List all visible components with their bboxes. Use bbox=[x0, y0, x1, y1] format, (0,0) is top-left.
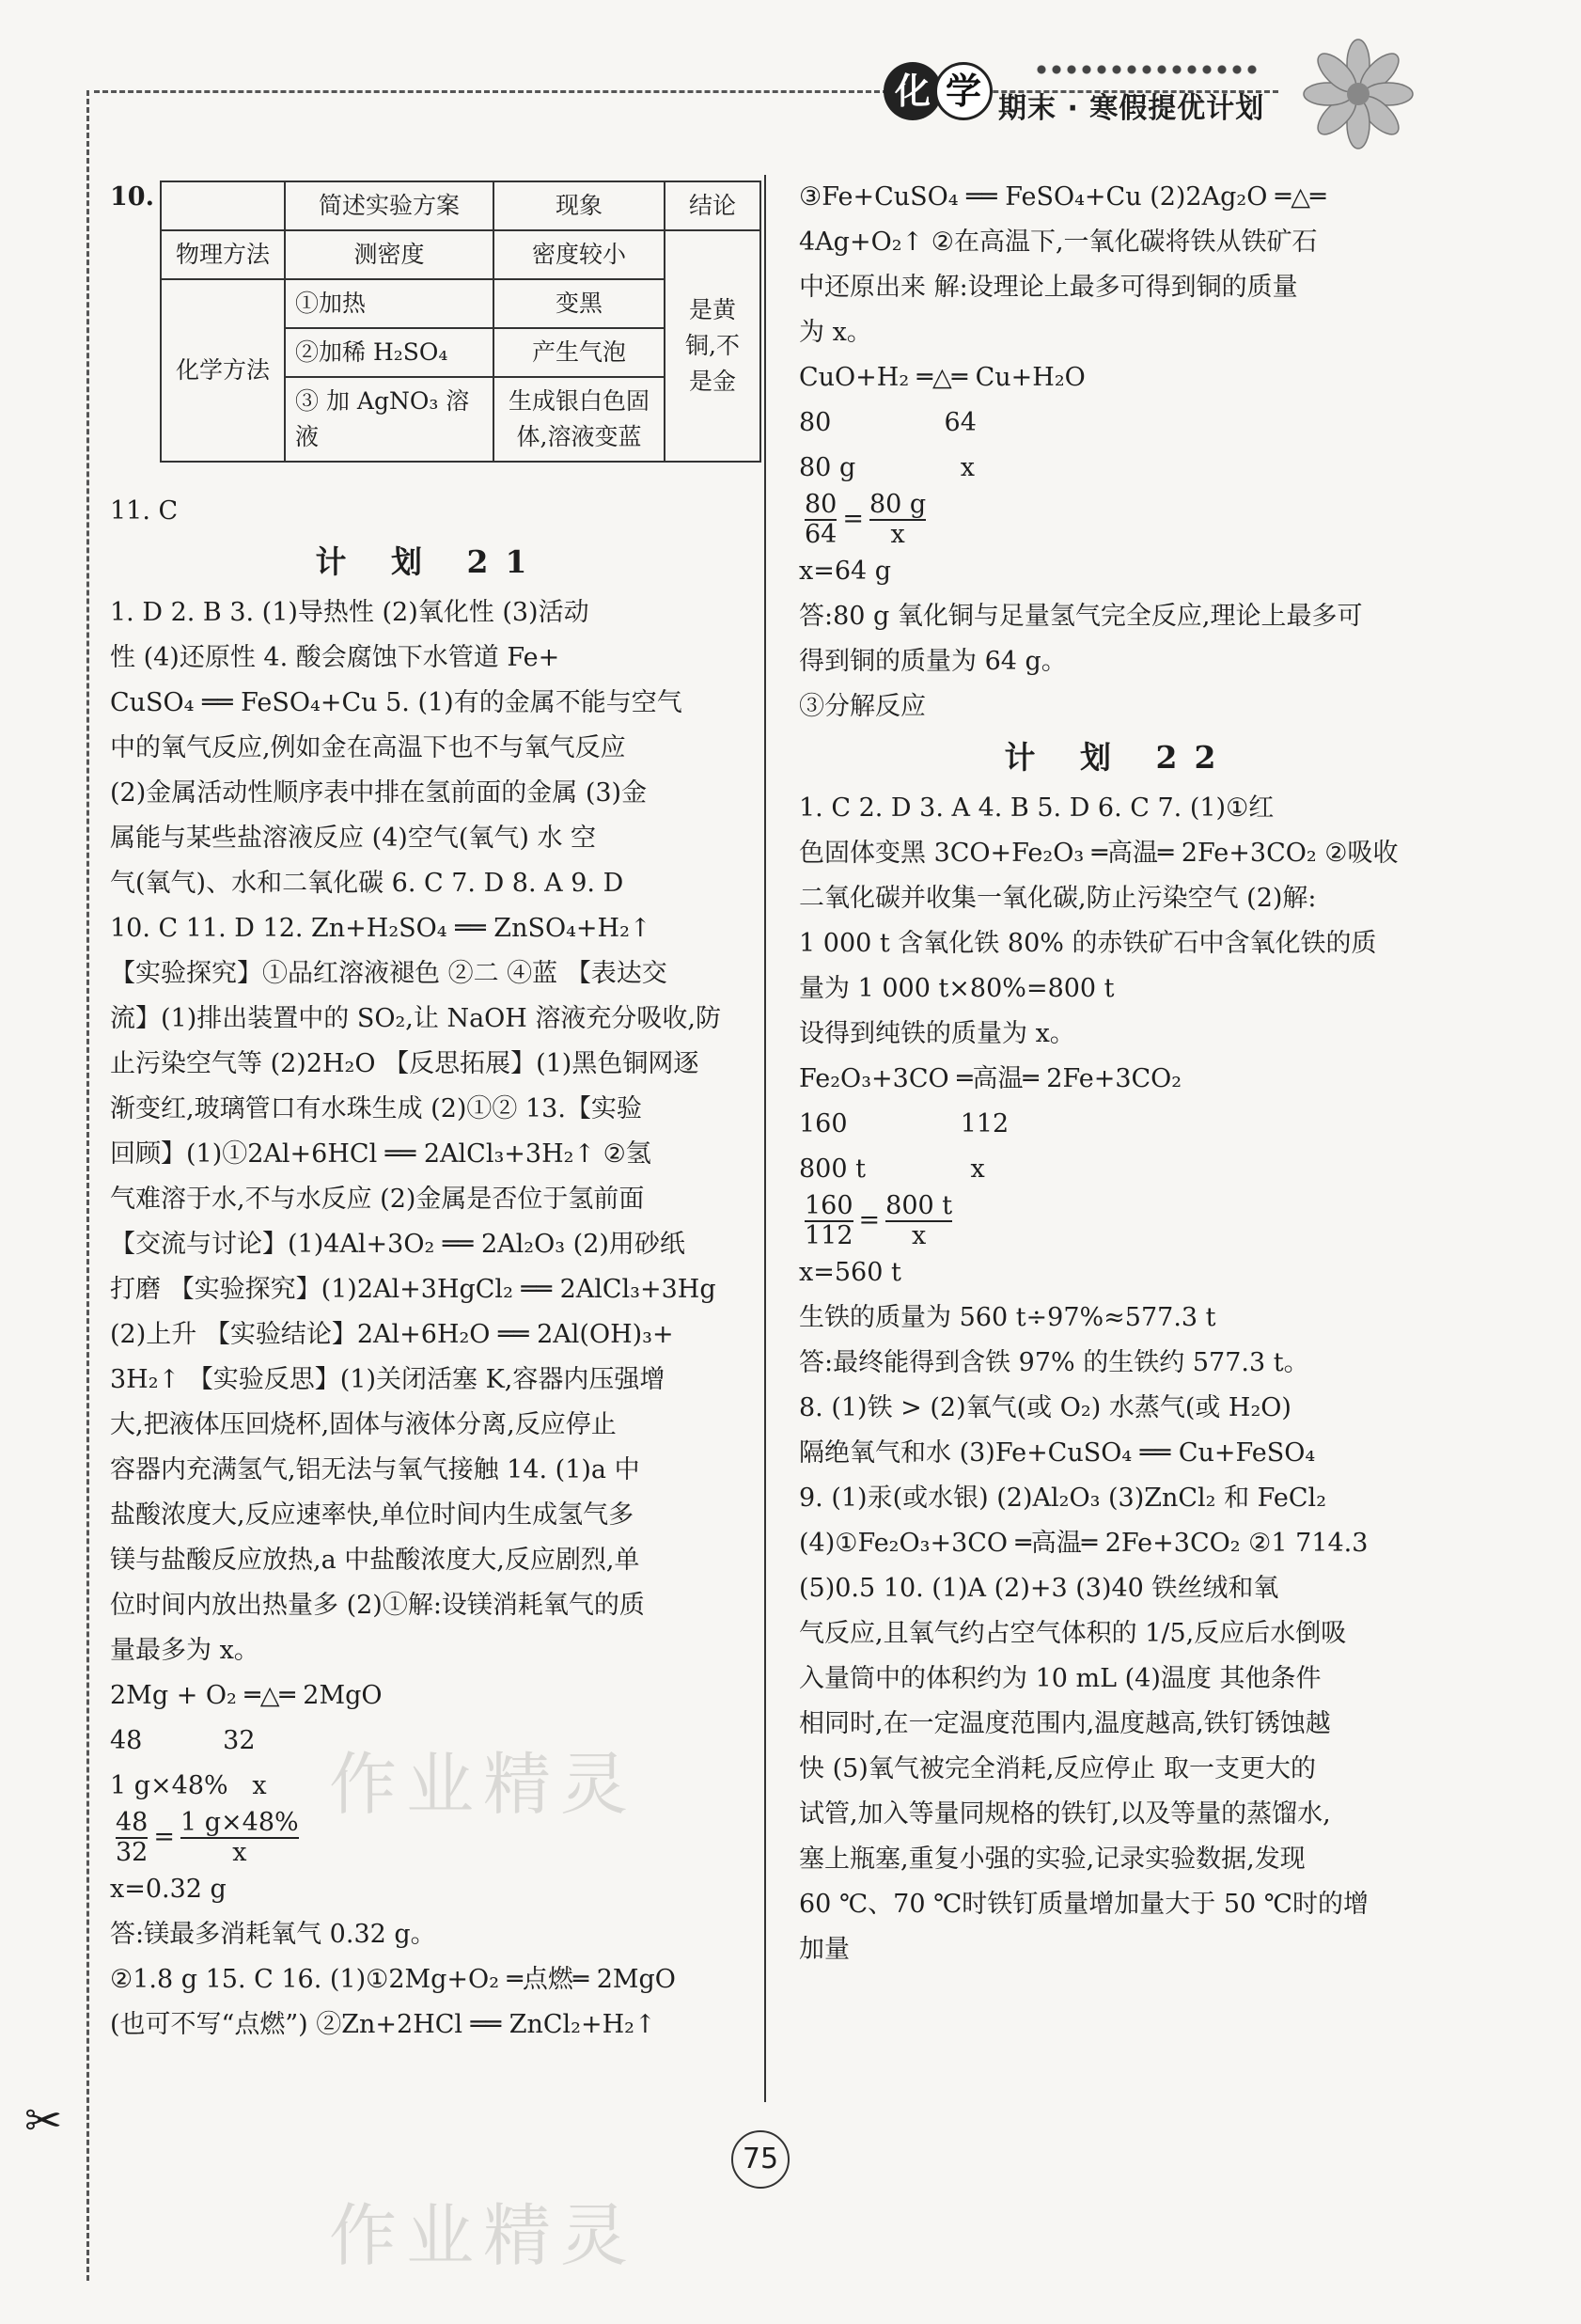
text-line: (4)①Fe₂O₃+3CO ═高温═ 2Fe+3CO₂ ②1 714.3 bbox=[799, 1529, 1369, 1558]
text-line: 塞上瓶塞,重复小强的实验,记录实验数据,发现 bbox=[799, 1845, 1306, 1874]
fraction bbox=[869, 491, 926, 549]
text-line: 设得到纯铁的质量为 x。 bbox=[799, 1019, 1075, 1048]
text-line: 隔绝氧气和水 (3)Fe+CuSO₄ ══ Cu+FeSO₄ bbox=[799, 1438, 1316, 1468]
text-line: 4Ag+O₂↑ ②在高温下,一氧化碳将铁从铁矿石 bbox=[799, 228, 1318, 257]
denominator: 32 bbox=[116, 1838, 149, 1867]
numerator: 80 g bbox=[869, 490, 927, 519]
text-line: 1. C 2. D 3. A 4. B 5. D 6. C 7. (1)①红 bbox=[799, 793, 1275, 823]
answer: 答:80 g 氧化铜与足量氢气完全反应,理论上最多可 bbox=[799, 602, 1363, 631]
text-line: 10. C 11. D 12. Zn+H₂SO₄ ══ ZnSO₄+H₂↑ bbox=[110, 914, 651, 943]
text-line: 二氧化碳并收集一氧化碳,防止污染空气 (2)解: bbox=[799, 884, 1317, 913]
chemical-phenomenon-3: 生成银白色固体,溶液变蓝 bbox=[493, 377, 665, 462]
physical-method-label: 物理方法 bbox=[161, 230, 285, 279]
equation-values: 1 g×48% x bbox=[110, 1771, 267, 1800]
text-line: 气(氧气)、水和二氧化碳 6. C 7. D 8. A 9. D bbox=[110, 869, 624, 898]
equation-masses: 160 112 bbox=[799, 1109, 1010, 1138]
numerator: 160 bbox=[805, 1191, 853, 1220]
proportion: $\frac{80}{64}$ = $\frac{80 g}{x}$ bbox=[805, 490, 927, 549]
fraction bbox=[885, 1192, 952, 1250]
text-line: 生铁的质量为 560 t÷97%≈577.3 t bbox=[799, 1303, 1216, 1332]
text-line: 9. (1)汞(或水银) (2)Al₂O₃ (3)ZnCl₂ 和 FeCl₂ bbox=[799, 1484, 1327, 1513]
text-line: 入量筒中的体积约为 10 mL (4)温度 其他条件 bbox=[799, 1664, 1322, 1693]
text-line: 答:最终能得到含铁 97% 的生铁约 577.3 t。 bbox=[799, 1348, 1309, 1377]
subject-badge-2: 学 bbox=[934, 62, 993, 120]
chemical-plan-3: ③ 加 AgNO₃ 溶液 bbox=[285, 377, 493, 462]
text-line: (2)金属活动性顺序表中排在氢前面的金属 (3)金 bbox=[110, 778, 648, 808]
denominator: 112 bbox=[805, 1221, 853, 1250]
experiment-table bbox=[160, 181, 761, 463]
right-column bbox=[799, 175, 1438, 1972]
equation: 2Mg + O₂ ═△═ 2MgO bbox=[110, 1681, 383, 1710]
text-line: ②1.8 g 15. C 16. (1)①2Mg+O₂ ═点燃═ 2MgO bbox=[110, 1965, 676, 1994]
subject-badge-1: 化 bbox=[884, 62, 942, 120]
text-line: 性 (4)还原性 4. 酸会腐蚀下水管道 Fe+ bbox=[110, 643, 560, 672]
numerator: 48 bbox=[116, 1808, 149, 1837]
text-line: ③Fe+CuSO₄ ══ FeSO₄+Cu (2)2Ag₂O ═△═ bbox=[799, 182, 1326, 212]
text-line: 加量 bbox=[799, 1935, 850, 1964]
text-line: 1. D 2. B 3. (1)导热性 (2)氧化性 (3)活动 bbox=[110, 598, 589, 627]
proportion: $\frac{48}{32}$ = $\frac{1 g\times 48\%}{x}$ bbox=[116, 1808, 299, 1867]
proportion: $\frac{160}{112}$ = $\frac{800 t}{x}$ bbox=[805, 1191, 953, 1250]
table-header-plan: 简述实验方案 bbox=[285, 181, 493, 230]
result: x=560 t bbox=[799, 1258, 901, 1287]
chemical-plan-1: ①加热 bbox=[285, 279, 493, 328]
text-line: 8. (1)铁 > (2)氧气(或 O₂) 水蒸气(或 H₂O) bbox=[799, 1393, 1291, 1422]
table-header-conclusion: 结论 bbox=[665, 181, 760, 230]
result: x=0.32 g bbox=[110, 1875, 227, 1904]
text-line: 大,把液体压回烧杯,固体与液体分离,反应停止 bbox=[110, 1410, 617, 1439]
section-title-21: 计 划 21 bbox=[315, 543, 544, 580]
text-line: 为 x。 bbox=[799, 318, 872, 347]
text-line: 镁与盐酸反应放热,a 中盐酸浓度大,反应剧烈,单 bbox=[110, 1546, 640, 1575]
text-line: 试管,加入等量同规格的铁钉,以及等量的蒸馏水, bbox=[799, 1799, 1331, 1829]
text-line: CuSO₄ ══ FeSO₄+Cu 5. (1)有的金属不能与空气 bbox=[110, 688, 682, 717]
text-line: (也可不写“点燃”) ②Zn+2HCl ══ ZnCl₂+H₂↑ bbox=[110, 2010, 656, 2039]
answer: 得到铜的质量为 64 g。 bbox=[799, 647, 1067, 676]
section-title-22: 计 划 22 bbox=[1004, 739, 1233, 776]
equation-masses: 48 32 bbox=[110, 1726, 256, 1755]
numerator: 1 g×48% bbox=[180, 1808, 299, 1837]
text-line: (2)上升 【实验结论】2Al+6H₂O ══ 2Al(OH)₃+ bbox=[110, 1320, 674, 1349]
answer: 答:镁最多消耗氧气 0.32 g。 bbox=[110, 1920, 436, 1949]
fraction bbox=[805, 491, 837, 549]
numerator: 800 t bbox=[885, 1191, 953, 1220]
physical-plan: 测密度 bbox=[285, 230, 493, 279]
fraction bbox=[805, 1192, 853, 1250]
watermark: 作业精灵 bbox=[329, 2196, 638, 2275]
chemical-phenomenon-2: 产生气泡 bbox=[493, 328, 665, 377]
text-line: 【实验探究】①品红溶液褪色 ②二 ④蓝 【表达交 bbox=[110, 959, 667, 988]
conclusion-cell: 是黄铜,不是金 bbox=[665, 230, 760, 462]
watermark: 作业精灵 bbox=[329, 1745, 638, 1824]
denominator: x bbox=[890, 520, 905, 549]
question-10-number: 10. bbox=[110, 182, 154, 212]
denominator: 64 bbox=[805, 520, 837, 549]
text-line: 气反应,且氧气约占空气体积的 1/5,反应后水倒吸 bbox=[799, 1619, 1347, 1648]
bead-decoration bbox=[1034, 60, 1260, 79]
chemical-phenomenon-1: 变黑 bbox=[493, 279, 665, 328]
scissors-icon: ✂ bbox=[24, 2095, 63, 2147]
text-line: 属能与某些盐溶液反应 (4)空气(氧气) 水 空 bbox=[110, 824, 597, 853]
result: x=64 g bbox=[799, 557, 892, 586]
text-line: 【交流与讨论】(1)4Al+3O₂ ══ 2Al₂O₃ (2)用砂纸 bbox=[110, 1230, 685, 1259]
text-line: 打磨 【实验探究】(1)2Al+3HgCl₂ ══ 2AlCl₃+3Hg bbox=[110, 1275, 716, 1304]
text-line: 止污染空气等 (2)2H₂O 【反思拓展】(1)黑色铜网逐 bbox=[110, 1049, 699, 1078]
text-line: 中还原出来 解:设理论上最多可得到铜的质量 bbox=[799, 273, 1298, 302]
equation: Fe₂O₃+3CO ═高温═ 2Fe+3CO₂ bbox=[799, 1064, 1182, 1093]
equation-values: 800 t x bbox=[799, 1154, 985, 1184]
physical-phenomenon: 密度较小 bbox=[493, 230, 665, 279]
text-line: 3H₂↑ 【实验反思】(1)关闭活塞 K,容器内压强增 bbox=[110, 1365, 665, 1394]
text-line: 位时间内放出热量多 (2)①解:设镁消耗氧气的质 bbox=[110, 1591, 645, 1620]
table-header-empty bbox=[161, 181, 285, 230]
text-line: 量最多为 x。 bbox=[110, 1636, 259, 1665]
header-title: 期末 · 寒假提优计划 bbox=[998, 92, 1265, 125]
text-line: 回顾】(1)①2Al+6HCl ══ 2AlCl₃+3H₂↑ ②氢 bbox=[110, 1139, 651, 1169]
text-line: 中的氧气反应,例如金在高温下也不与氧气反应 bbox=[110, 733, 626, 762]
left-dashed-border bbox=[86, 90, 89, 2281]
text-line: 1 000 t 含氧化铁 80% 的赤铁矿石中含氧化铁的质 bbox=[799, 929, 1377, 958]
equation-values: 80 g x bbox=[799, 453, 976, 482]
text-line: 相同时,在一定温度范围内,温度越高,铁钉锈蚀越 bbox=[799, 1709, 1331, 1738]
page-number: 75 bbox=[731, 2130, 790, 2189]
flower-icon bbox=[1302, 38, 1415, 150]
table-header-phenomenon: 现象 bbox=[493, 181, 665, 230]
denominator: x bbox=[912, 1221, 927, 1250]
text-line: 盐酸浓度大,反应速率快,单位时间内生成氢气多 bbox=[110, 1500, 634, 1530]
text-line: (5)0.5 10. (1)A (2)+3 (3)40 铁丝绒和氧 bbox=[799, 1574, 1279, 1603]
answer-11: 11. C bbox=[110, 496, 179, 526]
fraction bbox=[116, 1809, 148, 1867]
chemical-method-label: 化学方法 bbox=[161, 279, 285, 462]
numerator: 80 bbox=[805, 490, 837, 519]
text-line: 气难溶于水,不与水反应 (2)金属是否位于氢前面 bbox=[110, 1185, 645, 1214]
text-line: 容器内充满氢气,铝无法与氧气接触 14. (1)a 中 bbox=[110, 1455, 640, 1484]
answer: ③分解反应 bbox=[799, 692, 926, 721]
text-line: 60 ℃、70 ℃时铁钉质量增加量大于 50 ℃时的增 bbox=[799, 1890, 1370, 1919]
text-line: 流】(1)排出装置中的 SO₂,让 NaOH 溶液充分吸收,防 bbox=[110, 1004, 722, 1033]
denominator: x bbox=[232, 1838, 247, 1867]
column-divider bbox=[764, 175, 766, 2102]
chemical-plan-2: ②加稀 H₂SO₄ bbox=[285, 328, 493, 377]
text-line: 色固体变黑 3CO+Fe₂O₃ ═高温═ 2Fe+3CO₂ ②吸收 bbox=[799, 839, 1399, 868]
equation: CuO+H₂ ═△═ Cu+H₂O bbox=[799, 363, 1086, 392]
text-line: 量为 1 000 t×80%=800 t bbox=[799, 974, 1115, 1003]
fraction bbox=[180, 1809, 299, 1867]
text-line: 渐变红,玻璃管口有水珠生成 (2)①② 13.【实验 bbox=[110, 1094, 642, 1123]
text-line: 快 (5)氧气被完全消耗,反应停止 取一支更大的 bbox=[799, 1754, 1316, 1783]
equation-masses: 80 64 bbox=[799, 408, 977, 437]
